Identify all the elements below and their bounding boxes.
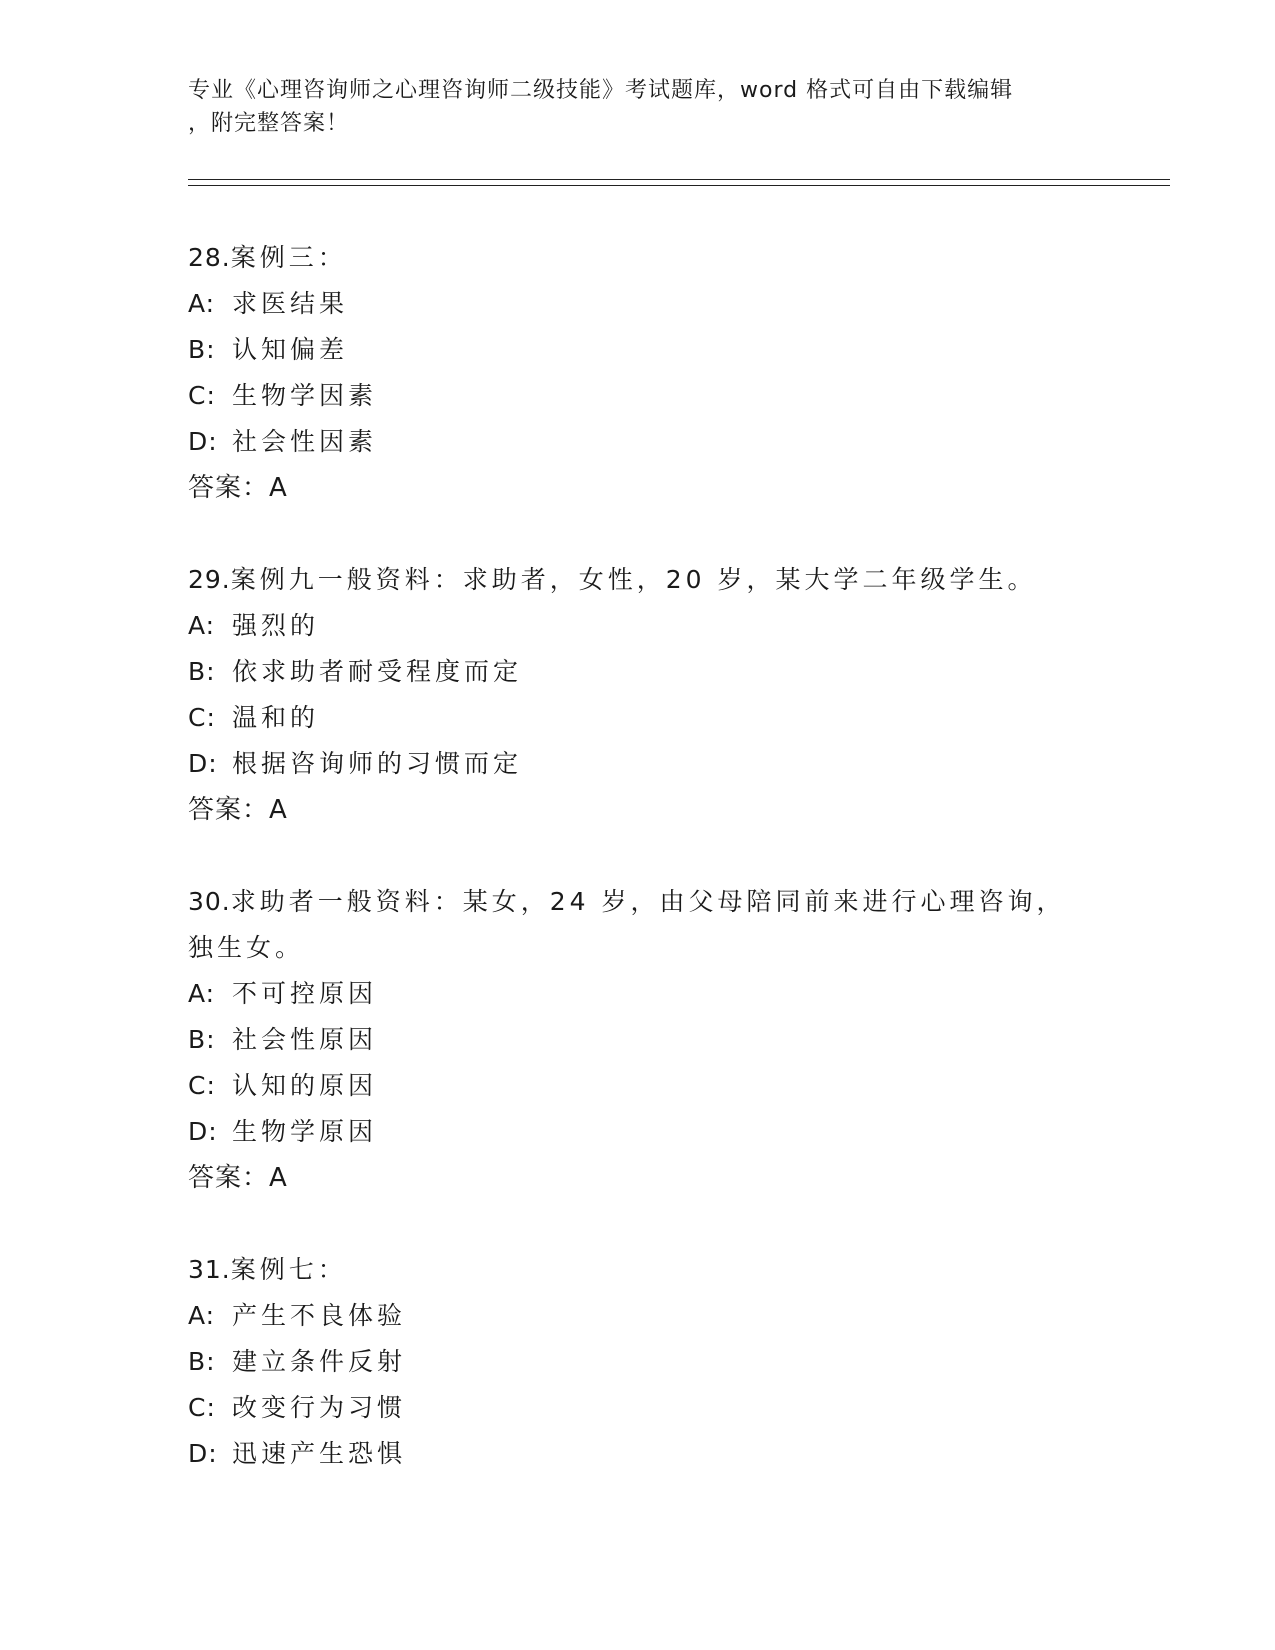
answer-value: A <box>269 473 288 503</box>
option-text: 认知偏差 <box>232 335 349 364</box>
question-number: 28. <box>188 243 231 272</box>
option-label: C: <box>188 381 216 410</box>
option-text: 建立条件反射 <box>232 1347 407 1376</box>
option-a <box>188 603 1088 649</box>
option-label: C: <box>188 1393 216 1422</box>
option-text: 社会性因素 <box>232 427 378 456</box>
question-stem <box>188 557 1088 603</box>
answer-label: 答案： <box>188 1163 270 1193</box>
option-b <box>188 1017 1088 1063</box>
question-list <box>188 235 1088 1523</box>
option-text: 生物学因素 <box>232 381 378 410</box>
question-28 <box>188 235 1088 511</box>
document-header <box>188 74 1108 140</box>
option-text: 不可控原因 <box>232 979 378 1008</box>
option-label: A: <box>188 289 216 318</box>
question-30 <box>188 879 1088 1201</box>
header-line-2: ，附完整答案！ <box>188 111 350 136</box>
question-number: 29. <box>188 565 231 594</box>
option-d <box>188 1109 1088 1155</box>
option-text: 根据咨询师的习惯而定 <box>232 749 523 778</box>
option-label: A: <box>188 1301 216 1330</box>
option-a <box>188 1293 1088 1339</box>
option-c <box>188 1385 1088 1431</box>
option-label: B: <box>188 335 216 364</box>
question-text: 求助者一般资料：某女，24 岁，由父母陪同前来进行心理咨询，独生女。 <box>188 887 1066 962</box>
question-text: 案例三： <box>230 243 347 272</box>
option-c <box>188 373 1088 419</box>
question-number: 30. <box>188 887 231 916</box>
question-stem <box>188 235 1088 281</box>
answer-value: A <box>269 1163 288 1193</box>
question-stem <box>188 1247 1088 1293</box>
option-d <box>188 741 1088 787</box>
option-label: B: <box>188 1025 216 1054</box>
option-label: B: <box>188 657 216 686</box>
option-label: C: <box>188 703 216 732</box>
option-label: D: <box>188 749 218 778</box>
option-text: 温和的 <box>232 703 320 732</box>
answer-line <box>188 1155 1088 1201</box>
option-c <box>188 695 1088 741</box>
option-label: B: <box>188 1347 216 1376</box>
question-text: 案例九一般资料：求助者，女性，20 岁，某大学二年级学生。 <box>230 565 1037 594</box>
option-label: A: <box>188 611 216 640</box>
option-label: A: <box>188 979 216 1008</box>
option-d <box>188 419 1088 465</box>
option-d <box>188 1431 1088 1477</box>
option-text: 强烈的 <box>232 611 320 640</box>
option-text: 改变行为习惯 <box>232 1393 407 1422</box>
option-text: 迅速产生恐惧 <box>232 1439 407 1468</box>
option-text: 认知的原因 <box>232 1071 378 1100</box>
question-stem <box>188 879 1088 971</box>
header-double-rule <box>188 179 1170 186</box>
answer-line <box>188 787 1088 833</box>
option-a <box>188 971 1088 1017</box>
answer-line <box>188 465 1088 511</box>
option-b <box>188 327 1088 373</box>
question-number: 31. <box>188 1255 231 1284</box>
option-a <box>188 281 1088 327</box>
option-text: 依求助者耐受程度而定 <box>232 657 523 686</box>
option-label: D: <box>188 1439 218 1468</box>
option-b <box>188 1339 1088 1385</box>
question-31 <box>188 1247 1088 1477</box>
option-text: 社会性原因 <box>232 1025 378 1054</box>
answer-label: 答案： <box>188 795 270 825</box>
option-label: C: <box>188 1071 216 1100</box>
option-label: D: <box>188 1117 218 1146</box>
question-29 <box>188 557 1088 833</box>
question-text: 案例七： <box>230 1255 347 1284</box>
option-text: 求医结果 <box>232 289 349 318</box>
answer-label: 答案： <box>188 473 270 503</box>
option-c <box>188 1063 1088 1109</box>
option-text: 生物学原因 <box>232 1117 378 1146</box>
header-line-1: 专业《心理咨询师之心理咨询师二级技能》考试题库，word 格式可自由下载编辑 <box>188 78 1014 103</box>
answer-value: A <box>269 795 288 825</box>
option-b <box>188 649 1088 695</box>
option-label: D: <box>188 427 218 456</box>
option-text: 产生不良体验 <box>232 1301 407 1330</box>
